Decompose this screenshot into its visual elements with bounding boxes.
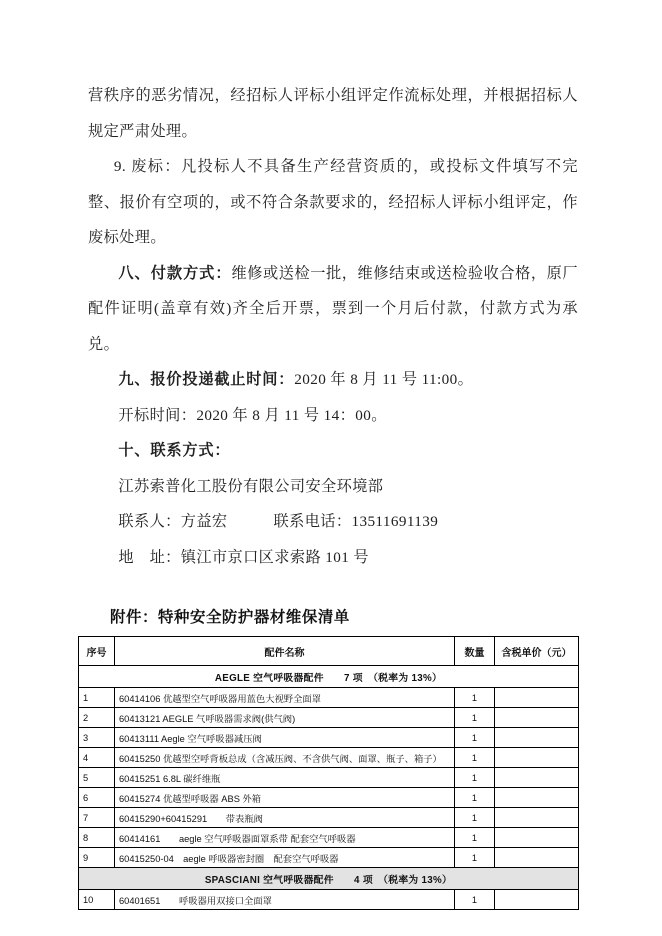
- section-title-aegle: AEGLE 空气呼吸器配件 7 项 （税率为 13%）: [79, 666, 579, 688]
- row-index: 8: [79, 828, 115, 848]
- row-part-name: 60415250-04 aegle 呼吸器密封圈 配套空气呼吸器: [115, 848, 455, 868]
- row-quantity: 1: [455, 808, 495, 828]
- row-quantity: 1: [455, 708, 495, 728]
- table-section-header-aegle: [79, 666, 579, 688]
- section-payment-label: 八、付款方式：: [118, 264, 232, 282]
- row-part-name: 60413111 Aegle 空气呼吸器减压阀: [115, 728, 455, 748]
- column-header-name: 配件名称: [115, 637, 455, 666]
- row-unit-price[interactable]: [495, 768, 579, 788]
- section-title-spasciani: SPASCIANI 空气呼吸器配件 4 项 （税率为 13%）: [79, 868, 579, 890]
- contact-address-value: 镇江市京口区求索路 101 号: [180, 548, 369, 566]
- row-unit-price[interactable]: [495, 848, 579, 868]
- column-header-index: 序号: [79, 637, 115, 666]
- row-index: 2: [79, 708, 115, 728]
- paragraph-continuation: 营秩序的恶劣情况，经招标人评标小组评定作流标处理，并根据招标人规定严肃处理。: [88, 87, 578, 140]
- row-part-name: 60414106 优越型空气呼吸器用蓝色大视野全面罩: [115, 688, 455, 708]
- attachment-title: 附件：特种安全防护器材维保清单: [110, 609, 350, 626]
- table-row: [79, 708, 579, 728]
- parts-maintenance-table: [78, 636, 579, 910]
- contact-person-line: [88, 504, 578, 540]
- row-unit-price[interactable]: [495, 748, 579, 768]
- section-contact-label: 十、联系方式：: [118, 442, 231, 459]
- row-quantity: 1: [455, 768, 495, 788]
- contact-phone-label: 联系电话：: [273, 513, 352, 530]
- row-part-name: 60415290+60415291 带表瓶阀: [115, 808, 455, 828]
- column-header-qty: 数量: [455, 637, 495, 666]
- table-head: [79, 637, 579, 666]
- row-index: 1: [79, 688, 115, 708]
- column-header-price: 含税单价（元）: [495, 637, 579, 666]
- contact-person-value: 方益宏: [180, 513, 228, 530]
- row-index: 3: [79, 728, 115, 748]
- row-index: 10: [79, 890, 115, 910]
- row-index: 7: [79, 808, 115, 828]
- section-deadline-text: 2020 年 8 月 11 号 11:00。: [294, 371, 474, 388]
- table-header-row: [79, 637, 579, 666]
- row-quantity: 1: [455, 788, 495, 808]
- table-row: [79, 748, 579, 768]
- row-unit-price[interactable]: [495, 728, 579, 748]
- row-unit-price[interactable]: [495, 788, 579, 808]
- table-row: [79, 808, 579, 828]
- contact-phone-value: 13511691139: [351, 513, 439, 530]
- row-index: 4: [79, 748, 115, 768]
- table-row: [79, 688, 579, 708]
- row-quantity: 1: [455, 848, 495, 868]
- row-unit-price[interactable]: [495, 688, 579, 708]
- row-part-name: 60401651 呼吸器用双接口全面罩: [115, 890, 455, 910]
- section-payment-text: 维修或送检一批，维修结束或送检验收合格，原厂配件证明(盖章有效)齐全后开票，票到一个月后付款，付款方式为承兑。: [88, 264, 578, 353]
- row-index: 6: [79, 788, 115, 808]
- row-quantity: 1: [455, 828, 495, 848]
- row-part-name: 60415274 优越型呼吸器 ABS 外箱: [115, 788, 455, 808]
- contact-address-label: 地 址：: [118, 548, 181, 566]
- row-quantity: 1: [455, 728, 495, 748]
- row-part-name: 60413121 AEGLE 气呼吸器需求阀(供气阀): [115, 708, 455, 728]
- contact-company: 江苏索普化工股份有限公司安全环境部: [118, 477, 384, 495]
- section-contact-heading: [88, 433, 578, 469]
- row-quantity: 1: [455, 748, 495, 768]
- row-part-name: 60415250 优越型空呼背板总成（含减压阀、不含供气阀、面罩、瓶子、箱子）: [115, 748, 455, 768]
- row-unit-price[interactable]: [495, 808, 579, 828]
- table-row: [79, 848, 579, 868]
- section-payment: [88, 256, 578, 363]
- row-part-name: 60414161 aegle 空气呼吸器面罩系带 配套空气呼吸器: [115, 828, 455, 848]
- table-row: [79, 788, 579, 808]
- row-part-name: 60415251 6.8L 碳纤维瓶: [115, 768, 455, 788]
- table-row: [79, 728, 579, 748]
- table-row: [79, 890, 579, 910]
- open-bid-time-line: 开标时间：2020 年 8 月 11 号 14：00。: [118, 406, 387, 424]
- row-unit-price[interactable]: [495, 890, 579, 910]
- row-quantity: 1: [455, 688, 495, 708]
- table-body: [79, 666, 579, 910]
- contact-address-line: [88, 540, 578, 576]
- paragraph-item-9: 9. 废标：凡投标人不具备生产经营资质的，或投标文件填写不完整、报价有空项的，或不符合条款要求的，经招标人评标小组评定，作废标处理。: [88, 158, 578, 246]
- table-row: [79, 828, 579, 848]
- contact-person-label: 联系人：: [118, 513, 181, 530]
- row-unit-price[interactable]: [495, 708, 579, 728]
- row-index: 5: [79, 768, 115, 788]
- row-unit-price[interactable]: [495, 828, 579, 848]
- row-quantity: 1: [455, 890, 495, 910]
- row-index: 9: [79, 848, 115, 868]
- section-deadline-label: 九、报价投递截止时间：: [118, 371, 295, 388]
- section-deadline: [88, 362, 578, 398]
- table-row: [79, 768, 579, 788]
- table-section-header-spasciani: [79, 868, 579, 890]
